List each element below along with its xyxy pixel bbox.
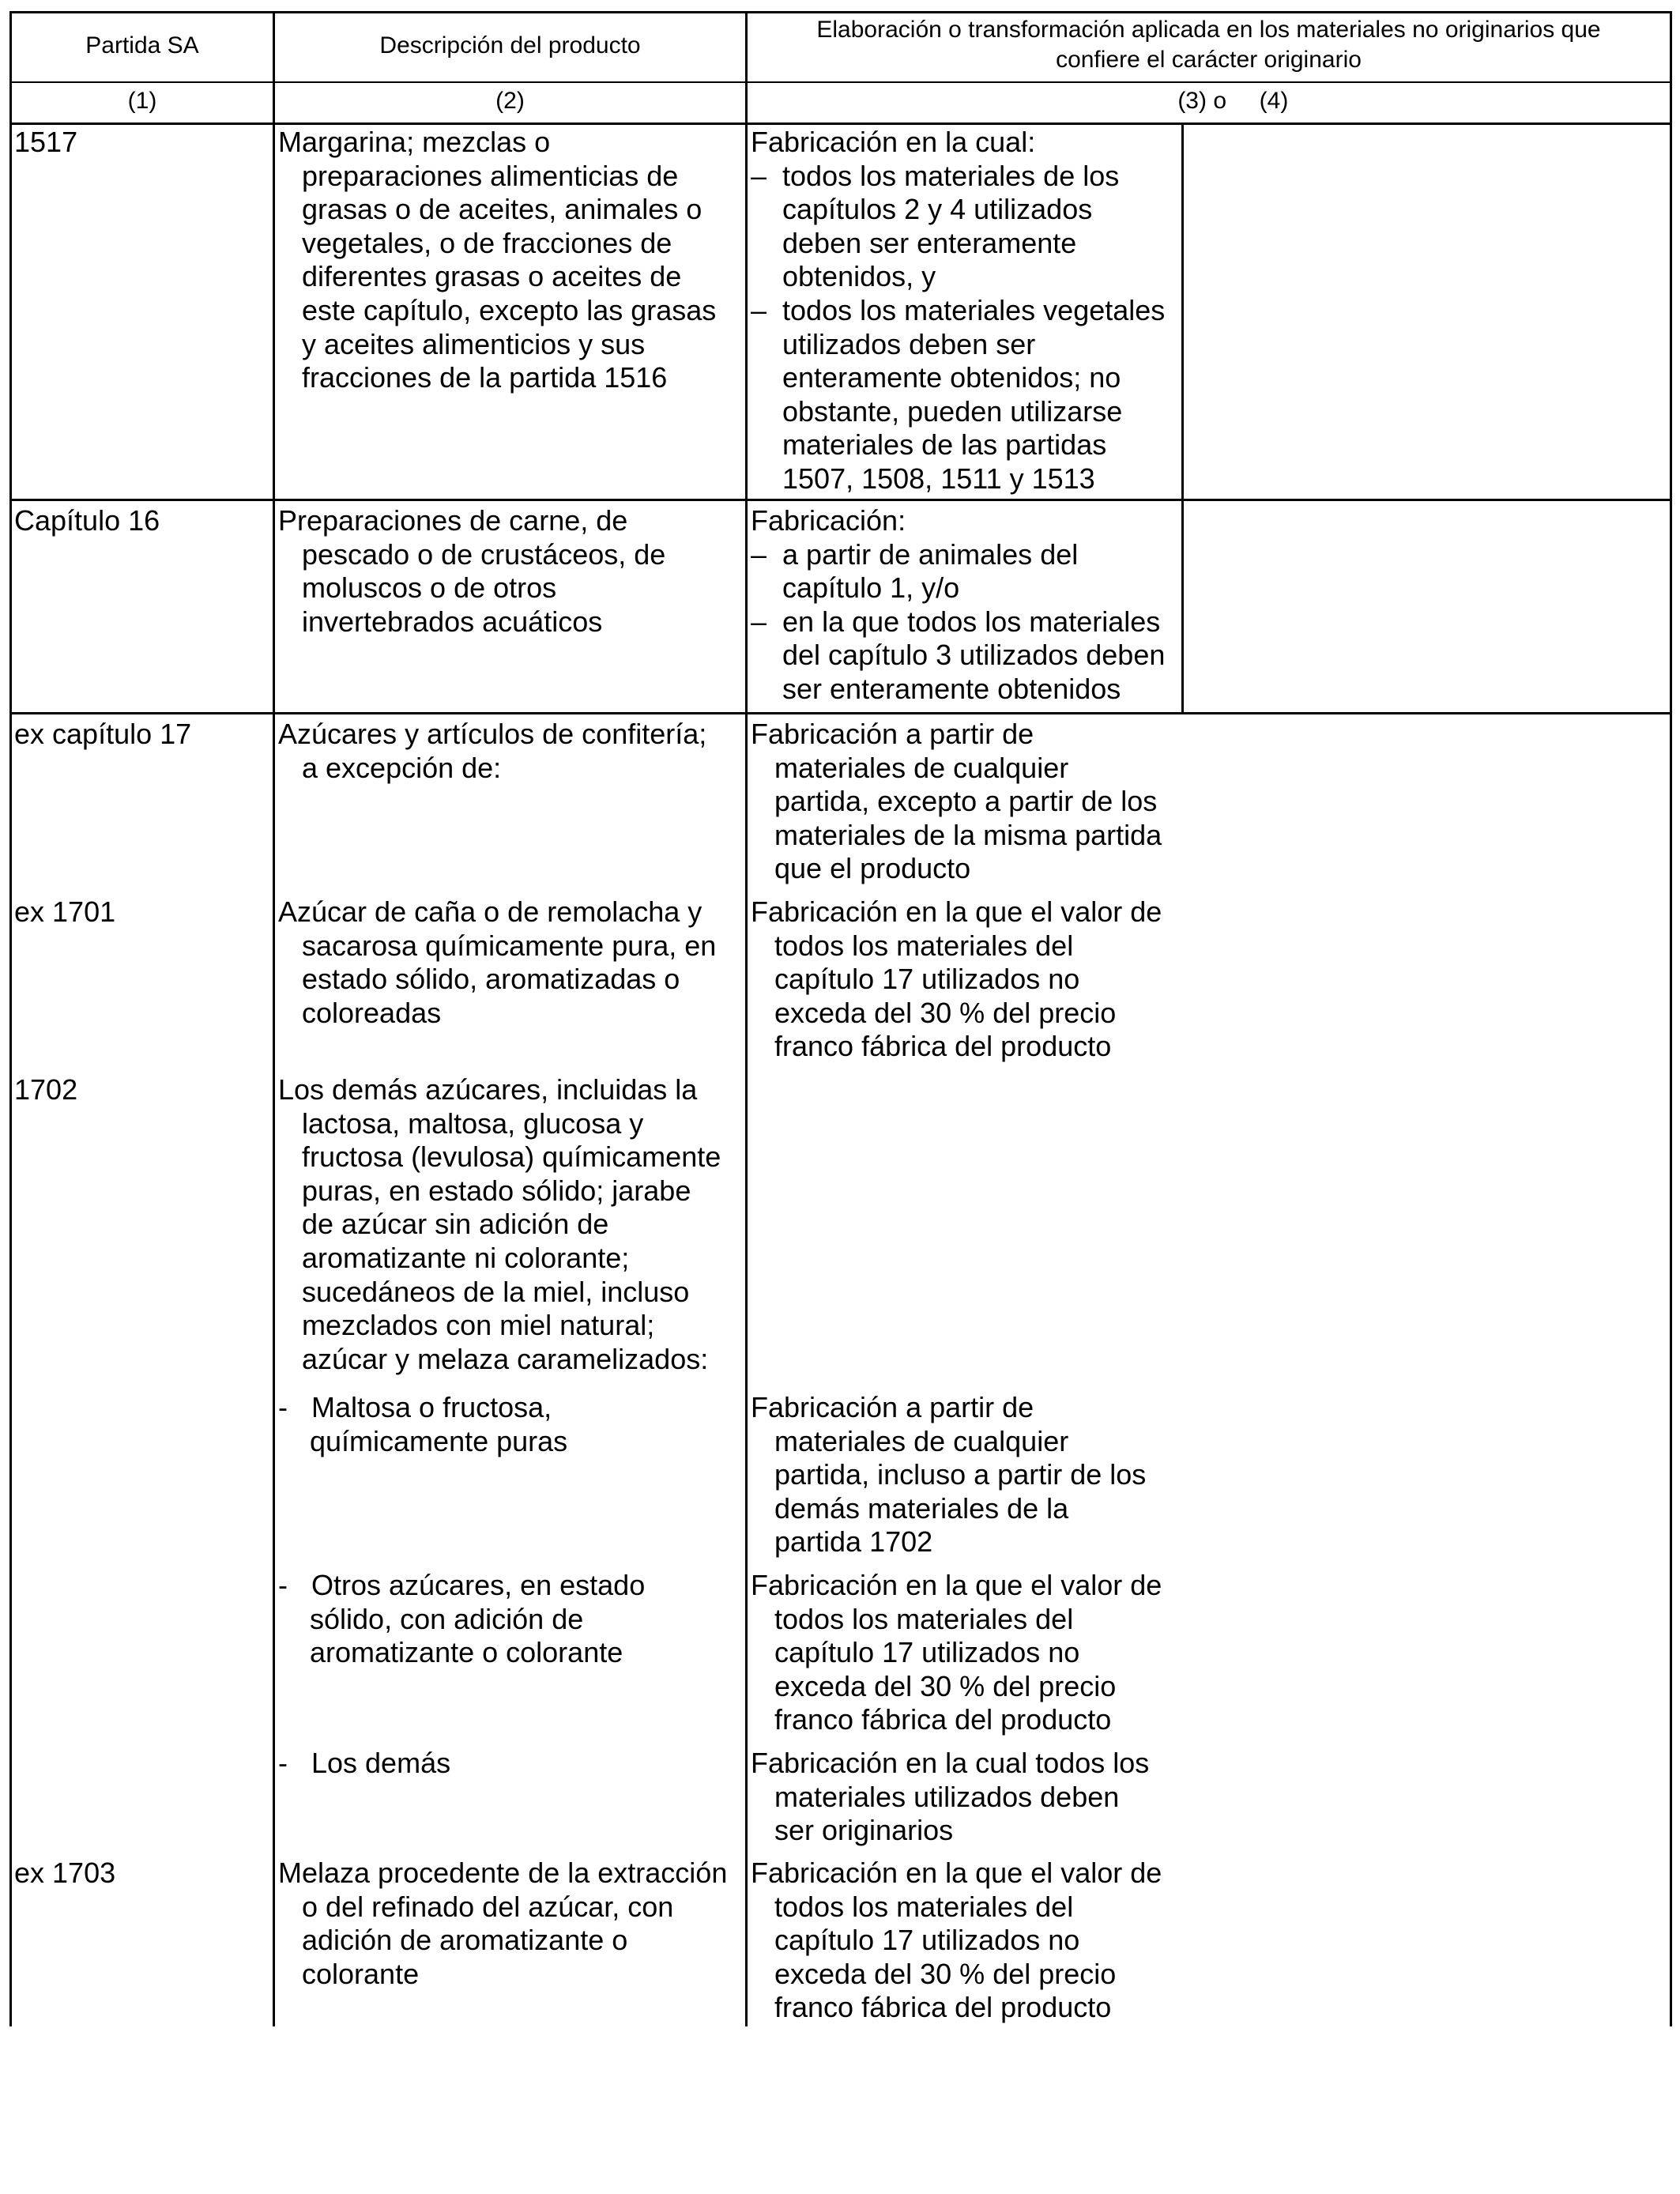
- header-descripcion: Descripción del producto: [379, 32, 641, 58]
- row-1702-maltosa-rule: Fabricación a partir de materiales de cualquier partida, incluso a partir de los demás materiales de la partida 1702: [751, 1391, 1147, 1559]
- row-ex-1701-code: ex 1701: [14, 895, 116, 928]
- header-rule: [9, 81, 1672, 83]
- row-ex-1703-code: ex 1703: [14, 1857, 116, 1889]
- header-number-3: (3) o: [1177, 88, 1226, 114]
- column-divider-2: [745, 11, 748, 2026]
- row-ex-1701-rule: Fabricación en la que el valor de todos los materiales del capítulo 17 utilizados no exceda del 30 % del precio franco fábrica del producto: [751, 895, 1162, 1063]
- header-elaboracion-line2: confiere el carácter originario: [1056, 47, 1362, 73]
- row-capitulo-16-code: Capítulo 16: [14, 504, 160, 537]
- row-1517-code: 1517: [14, 126, 78, 158]
- row-capitulo-16-rule: Fabricación: – a partir de animales del capítulo 1, y/o – en la que todos los materiales del capítulo 3 utilizados deben ser enteramente obtenidos: [751, 504, 1166, 705]
- row-rule-1: [9, 499, 1672, 501]
- row-ex-1703-rule: Fabricación en la que el valor de todos los materiales del capítulo 17 utilizados no exceda del 30 % del precio franco fábrica del producto: [751, 1857, 1162, 2024]
- rules-table: [9, 11, 1672, 2026]
- table-border-top: [9, 11, 1672, 13]
- column-divider-1: [273, 11, 275, 2026]
- row-ex-1703-description: Melaza procedente de la extracción o del refinado del azúcar, con adición de aromatizante o colorante: [278, 1857, 728, 1990]
- row-ex-capitulo-17-rule: Fabricación a partir de materiales de cualquier partida, excepto a partir de los materiales de la misma partida que el producto: [751, 718, 1162, 885]
- row-rule-2: [9, 712, 1672, 714]
- row-1702-description: Los demás azúcares, incluidas la lactosa, maltosa, glucosa y fructosa (levulosa) químicamente puras, en estado sólido; jarabe de azúcar sin adición de aromatizante ni colorante; sucedáneos de la miel, incluso mezclados con miel natural; azúcar y melaza caramelizados:: [278, 1073, 721, 1375]
- row-capitulo-16-description: Preparaciones de carne, de pescado o de crustáceos, de moluscos o de otros invertebrados acuáticos: [278, 504, 666, 638]
- row-1517-rule: Fabricación en la cual: – todos los materiales de los capítulos 2 y 4 utilizados deben ser enteramente obtenidos, y – todos los materiales vegetales utilizados deben ser enteramente obtenidos; no obstante, pueden utilizarse materiales de las partidas 1507, 1508, 1511 y 1513: [751, 126, 1166, 495]
- header-elaboracion-line1: Elaboración o transformación aplicada en los materiales no originarios que: [816, 17, 1601, 43]
- header-number-2: (2): [495, 88, 525, 114]
- column-divider-3: [1181, 123, 1184, 714]
- header-number-4: (4): [1259, 88, 1289, 114]
- row-1702-maltosa-description: - Maltosa o fructosa, químicamente puras: [278, 1391, 568, 1457]
- row-ex-capitulo-17-code: ex capítulo 17: [14, 718, 192, 750]
- header-partida-sa: Partida SA: [85, 32, 199, 58]
- row-1702-code: 1702: [14, 1073, 78, 1106]
- table-border-right: [1670, 11, 1672, 2026]
- row-1702-demas-description: - Los demás: [278, 1747, 451, 1779]
- row-1702-otros-rule: Fabricación en la que el valor de todos los materiales del capítulo 17 utilizados no exceda del 30 % del precio franco fábrica del producto: [751, 1569, 1162, 1736]
- row-ex-capitulo-17-description: Azúcares y artículos de confitería; a excepción de:: [278, 718, 707, 784]
- row-1702-demas-rule: Fabricación en la cual todos los materiales utilizados deben ser originarios: [751, 1747, 1150, 1847]
- header-number-1: (1): [127, 88, 157, 114]
- row-1702-otros-description: - Otros azúcares, en estado sólido, con adición de aromatizante o colorante: [278, 1569, 646, 1669]
- row-ex-1701-description: Azúcar de caña o de remolacha y sacarosa químicamente pura, en estado sólido, aromatizadas o coloreadas: [278, 895, 717, 1029]
- row-1517-description: Margarina; mezclas o preparaciones alimenticias de grasas o de aceites, animales o vegetales, o de fracciones de diferentes grasas o aceites de este capítulo, excepto las grasas y aceites alimenticios y sus fracciones de la partida 1516: [278, 126, 717, 394]
- number-row-rule: [9, 123, 1672, 125]
- table-border-left: [9, 11, 12, 2026]
